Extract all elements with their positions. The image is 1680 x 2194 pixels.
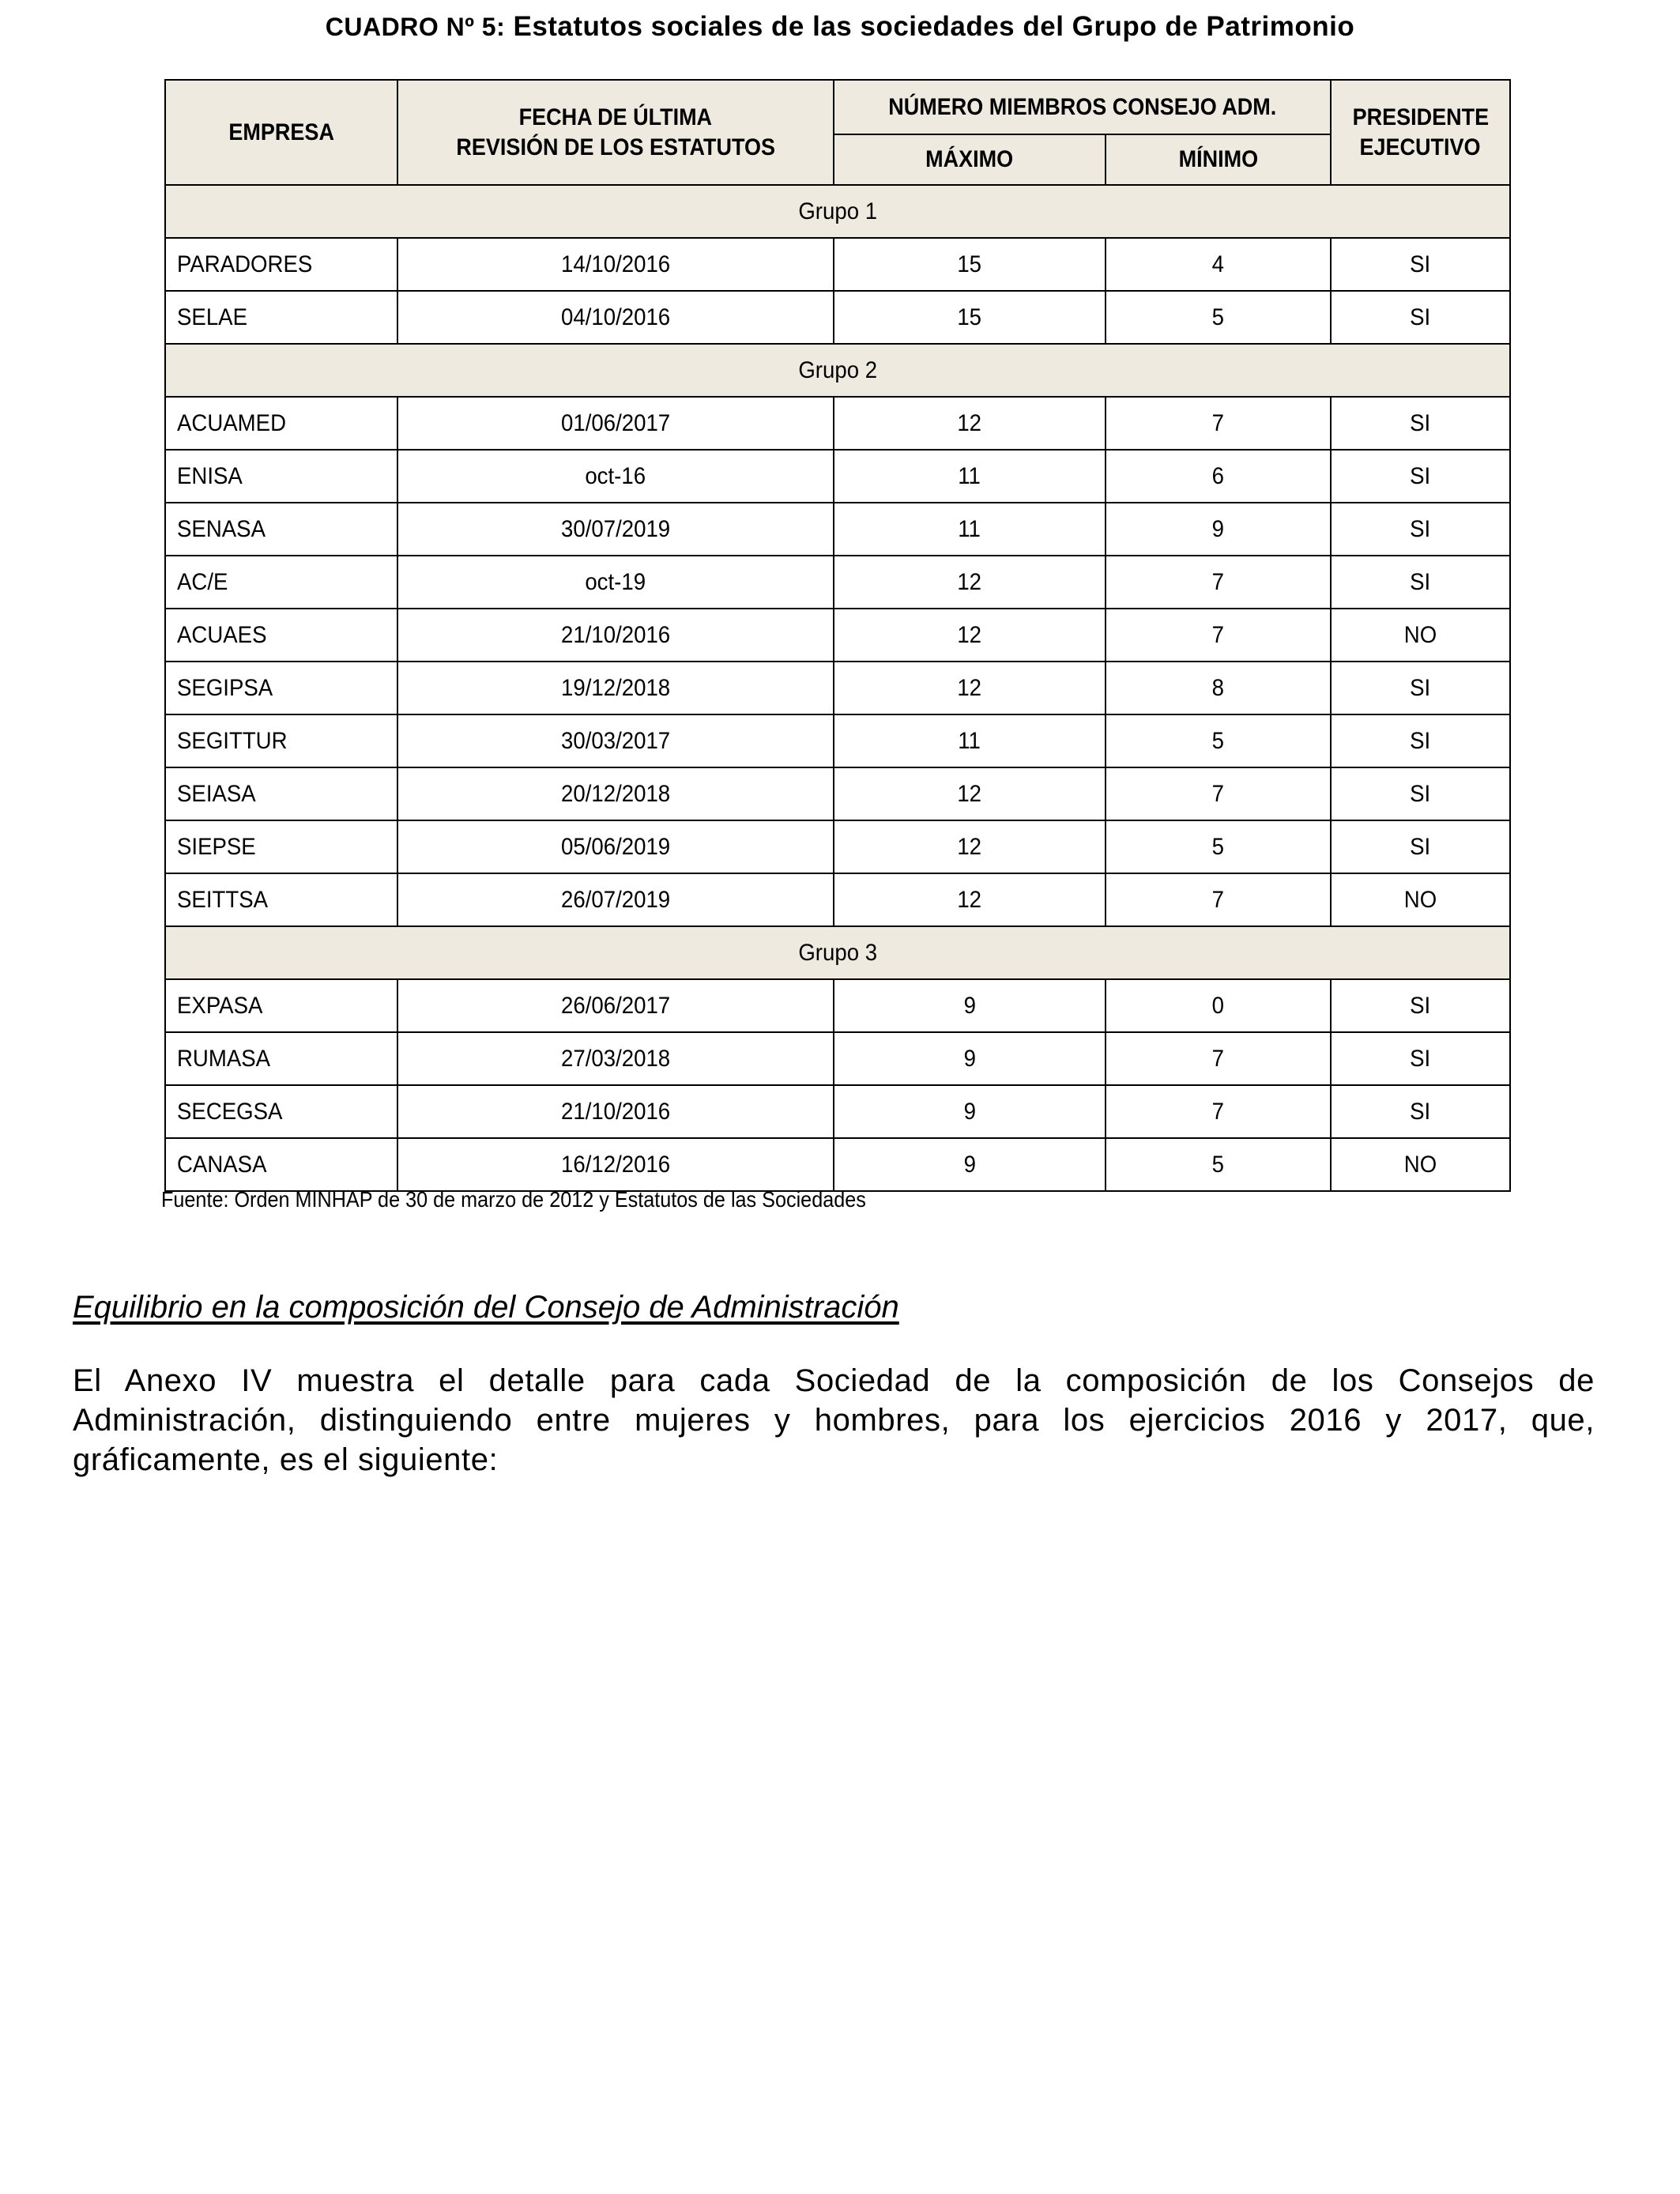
table-row [165, 820, 1510, 873]
cell-minimo: 0 [1106, 979, 1331, 1032]
cell-maximo: 9 [834, 1032, 1106, 1085]
cell-presidente: SI [1331, 397, 1510, 450]
cell-presidente: SI [1331, 450, 1510, 503]
group-row [165, 185, 1510, 238]
table-row [165, 1085, 1510, 1138]
cell-empresa: SEGITTUR [165, 714, 397, 767]
group-label: Grupo 1 [165, 185, 1510, 238]
table-row [165, 609, 1510, 662]
cell-fecha: oct-19 [397, 556, 834, 609]
cell-fecha: 26/07/2019 [397, 873, 834, 926]
cell-empresa: SIEPSE [165, 820, 397, 873]
cell-maximo: 11 [834, 450, 1106, 503]
table-row [165, 397, 1510, 450]
table-title [0, 11, 1680, 43]
cell-fecha: 30/07/2019 [397, 503, 834, 556]
cell-minimo: 4 [1106, 238, 1331, 291]
estatutos-table [164, 79, 1511, 1192]
cell-minimo: 7 [1106, 767, 1331, 820]
cell-maximo: 11 [834, 503, 1106, 556]
cell-fecha: 26/06/2017 [397, 979, 834, 1032]
cell-empresa: SEITTSA [165, 873, 397, 926]
cell-maximo: 15 [834, 238, 1106, 291]
cell-empresa: SENASA [165, 503, 397, 556]
cell-empresa: AC/E [165, 556, 397, 609]
cell-fecha: 20/12/2018 [397, 767, 834, 820]
cell-fecha: 21/10/2016 [397, 609, 834, 662]
cell-presidente: SI [1331, 1085, 1510, 1138]
cell-empresa: ACUAES [165, 609, 397, 662]
cell-presidente: SI [1331, 662, 1510, 714]
cell-minimo: 7 [1106, 1032, 1331, 1085]
cell-minimo: 7 [1106, 873, 1331, 926]
cell-minimo: 5 [1106, 820, 1331, 873]
cell-minimo: 7 [1106, 1085, 1331, 1138]
cell-maximo: 12 [834, 609, 1106, 662]
cell-empresa: CANASA [165, 1138, 397, 1191]
cell-minimo: 5 [1106, 1138, 1331, 1191]
cell-empresa: ENISA [165, 450, 397, 503]
table-title-text: Estatutos sociales de las sociedades del Grupo de Patrimonio [513, 11, 1355, 42]
cell-maximo: 15 [834, 291, 1106, 344]
cell-empresa: ACUAMED [165, 397, 397, 450]
table-row [165, 662, 1510, 714]
cell-presidente: SI [1331, 1032, 1510, 1085]
cell-minimo: 5 [1106, 291, 1331, 344]
group-row [165, 926, 1510, 979]
cell-maximo: 9 [834, 979, 1106, 1032]
cell-presidente: SI [1331, 767, 1510, 820]
cell-minimo: 6 [1106, 450, 1331, 503]
table-title-prefix: CUADRO Nº 5: [325, 13, 506, 41]
table-row [165, 714, 1510, 767]
table-row [165, 873, 1510, 926]
cell-minimo: 8 [1106, 662, 1331, 714]
cell-presidente: NO [1331, 1138, 1510, 1191]
table-row [165, 979, 1510, 1032]
cell-empresa: PARADORES [165, 238, 397, 291]
cell-maximo: 12 [834, 397, 1106, 450]
table-row [165, 1138, 1510, 1191]
header-presidente: PRESIDENTE EJECUTIVO [1331, 80, 1510, 185]
cell-maximo: 11 [834, 714, 1106, 767]
cell-minimo: 9 [1106, 503, 1331, 556]
cell-fecha: 16/12/2016 [397, 1138, 834, 1191]
cell-fecha: 14/10/2016 [397, 238, 834, 291]
cell-presidente: SI [1331, 291, 1510, 344]
body-paragraph: El Anexo IV muestra el detalle para cada Sociedad de la composición de los Consejos de Administración, distinguiendo entre mujeres y hombres, para los ejercicios 2016 y 2017, que, gráficamente, es el siguiente: [73, 1363, 1595, 1477]
source-note: Fuente: Orden MINHAP de 30 de marzo de 2012 y Estatutos de las Sociedades [161, 1187, 866, 1212]
cell-fecha: 21/10/2016 [397, 1085, 834, 1138]
cell-maximo: 12 [834, 767, 1106, 820]
header-minimo: MÍNIMO [1106, 134, 1331, 185]
cell-maximo: 12 [834, 873, 1106, 926]
cell-minimo: 7 [1106, 609, 1331, 662]
header-fecha: FECHA DE ÚLTIMA REVISIÓN DE LOS ESTATUTOS [397, 80, 834, 185]
cell-minimo: 7 [1106, 556, 1331, 609]
cell-maximo: 12 [834, 820, 1106, 873]
table-row [165, 503, 1510, 556]
section-heading: Equilibrio en la composición del Consejo de Administración [73, 1290, 899, 1325]
cell-presidente: NO [1331, 609, 1510, 662]
cell-fecha: oct-16 [397, 450, 834, 503]
table-row [165, 291, 1510, 344]
cell-empresa: EXPASA [165, 979, 397, 1032]
cell-empresa: SEIASA [165, 767, 397, 820]
table-row [165, 556, 1510, 609]
cell-minimo: 5 [1106, 714, 1331, 767]
cell-presidente: SI [1331, 979, 1510, 1032]
table-row [165, 238, 1510, 291]
cell-fecha: 01/06/2017 [397, 397, 834, 450]
cell-empresa: SECEGSA [165, 1085, 397, 1138]
cell-empresa: SEGIPSA [165, 662, 397, 714]
cell-presidente: SI [1331, 820, 1510, 873]
cell-minimo: 7 [1106, 397, 1331, 450]
cell-fecha: 05/06/2019 [397, 820, 834, 873]
cell-fecha: 04/10/2016 [397, 291, 834, 344]
cell-maximo: 9 [834, 1138, 1106, 1191]
group-row [165, 344, 1510, 397]
group-label: Grupo 2 [165, 344, 1510, 397]
table-body [165, 185, 1510, 1191]
cell-empresa: RUMASA [165, 1032, 397, 1085]
cell-empresa: SELAE [165, 291, 397, 344]
cell-fecha: 27/03/2018 [397, 1032, 834, 1085]
cell-presidente: SI [1331, 503, 1510, 556]
cell-maximo: 9 [834, 1085, 1106, 1138]
cell-presidente: SI [1331, 714, 1510, 767]
cell-presidente: NO [1331, 873, 1510, 926]
cell-presidente: SI [1331, 556, 1510, 609]
header-maximo: MÁXIMO [834, 134, 1106, 185]
header-numero-miembros: NÚMERO MIEMBROS CONSEJO ADM. [834, 80, 1331, 134]
table-row [165, 1032, 1510, 1085]
cell-presidente: SI [1331, 238, 1510, 291]
group-label: Grupo 3 [165, 926, 1510, 979]
cell-fecha: 19/12/2018 [397, 662, 834, 714]
table-row [165, 450, 1510, 503]
cell-maximo: 12 [834, 556, 1106, 609]
cell-fecha: 30/03/2017 [397, 714, 834, 767]
header-empresa: EMPRESA [165, 80, 397, 185]
table-row [165, 767, 1510, 820]
cell-maximo: 12 [834, 662, 1106, 714]
